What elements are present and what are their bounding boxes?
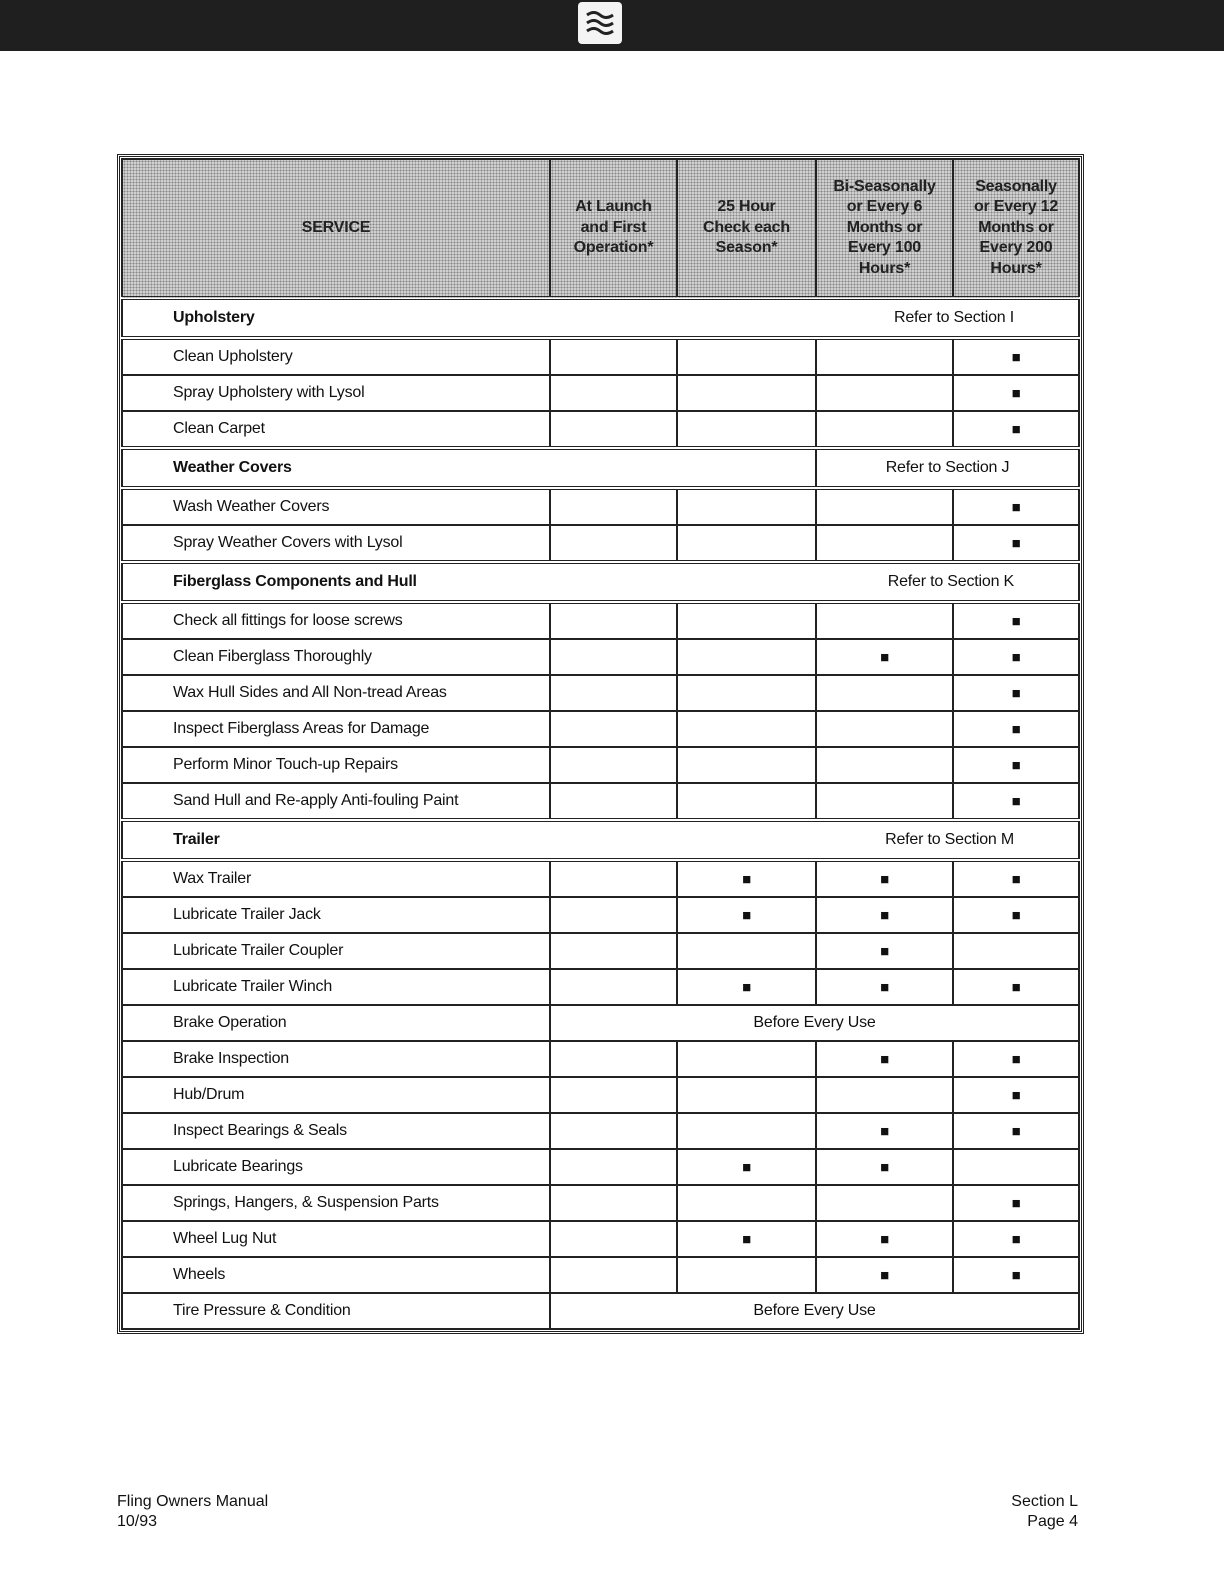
empty-cell <box>816 747 953 783</box>
table-row <box>122 1185 1079 1221</box>
empty-cell <box>550 1221 677 1257</box>
table-row <box>122 860 1079 897</box>
empty-cell <box>550 1041 677 1077</box>
square-mark-icon: ■ <box>1011 420 1021 438</box>
empty-cell <box>816 525 953 562</box>
table-row <box>122 1041 1079 1077</box>
square-mark-icon: ■ <box>1011 534 1021 552</box>
service-label: Perform Minor Touch-up Repairs <box>122 747 550 783</box>
service-label: Spray Weather Covers with Lysol <box>122 525 550 562</box>
table-row <box>122 525 1079 562</box>
square-mark-icon: ■ <box>880 648 889 666</box>
table-row <box>122 639 1079 675</box>
check-mark-cell <box>953 675 1079 711</box>
check-mark-cell <box>953 1041 1079 1077</box>
square-mark-icon: ■ <box>742 906 751 924</box>
service-label: Clean Carpet <box>122 411 550 448</box>
empty-cell <box>816 1185 953 1221</box>
check-mark-cell <box>677 860 816 897</box>
empty-cell <box>550 1149 677 1185</box>
empty-cell <box>550 411 677 448</box>
square-mark-icon: ■ <box>742 1158 751 1176</box>
square-mark-icon: ■ <box>880 942 889 960</box>
empty-cell <box>677 711 816 747</box>
square-mark-icon: ■ <box>880 906 889 924</box>
square-mark-icon: ■ <box>880 1050 889 1068</box>
table-row <box>122 1113 1079 1149</box>
service-label: Springs, Hangers, & Suspension Parts <box>122 1185 550 1221</box>
empty-cell <box>816 411 953 448</box>
section-reference: Refer to Section I <box>893 309 1014 326</box>
check-mark-cell <box>953 338 1079 375</box>
top-bar <box>0 0 1224 51</box>
square-mark-icon: ■ <box>1011 1230 1021 1248</box>
empty-cell <box>550 711 677 747</box>
service-label: Spray Upholstery with Lysol <box>122 375 550 411</box>
service-label: Brake Operation <box>122 1005 550 1041</box>
check-mark-cell <box>953 1185 1079 1221</box>
check-mark-cell <box>816 1257 953 1293</box>
manual-title: Fling Owners Manual <box>117 1493 269 1510</box>
maintenance-schedule-table <box>117 154 1084 1334</box>
check-mark-cell <box>816 1221 953 1257</box>
check-mark-cell <box>677 969 816 1005</box>
check-mark-cell <box>677 1149 816 1185</box>
empty-cell <box>677 675 816 711</box>
empty-cell <box>550 525 677 562</box>
check-mark-cell <box>816 897 953 933</box>
check-mark-cell <box>953 969 1079 1005</box>
square-mark-icon: ■ <box>880 870 889 888</box>
column-header-bi-seasonally: Bi-Seasonally or Every 6 Months or Every 100 Hours* <box>816 159 953 298</box>
service-label: Inspect Fiberglass Areas for Damage <box>122 711 550 747</box>
check-mark-cell <box>816 1041 953 1077</box>
empty-cell <box>953 1149 1079 1185</box>
check-mark-cell <box>953 488 1079 525</box>
empty-cell <box>816 711 953 747</box>
empty-cell <box>677 1185 816 1221</box>
footer-left <box>117 1492 268 1532</box>
column-header-at-launch: At Launch and First Operation* <box>550 159 677 298</box>
square-mark-icon: ■ <box>1011 1122 1021 1140</box>
footer-right <box>1011 1492 1078 1532</box>
check-mark-cell <box>953 783 1079 820</box>
check-mark-cell <box>953 897 1079 933</box>
column-header-seasonally: Seasonally or Every 12 Months or Every 200 Hours* <box>953 159 1079 298</box>
empty-cell <box>677 783 816 820</box>
section-row <box>122 298 1079 338</box>
empty-cell <box>816 783 953 820</box>
square-mark-icon: ■ <box>880 1158 889 1176</box>
empty-cell <box>550 1113 677 1149</box>
service-label: Lubricate Trailer Winch <box>122 969 550 1005</box>
table-header-row <box>122 159 1079 298</box>
empty-cell <box>550 897 677 933</box>
empty-cell <box>550 602 677 639</box>
square-mark-icon: ■ <box>1011 1194 1021 1212</box>
section-title: Trailer Refer to Section M <box>122 820 1079 860</box>
square-mark-icon: ■ <box>1011 498 1021 516</box>
empty-cell <box>550 1185 677 1221</box>
empty-cell <box>816 602 953 639</box>
empty-cell <box>550 488 677 525</box>
table-row <box>122 969 1079 1005</box>
empty-cell <box>677 933 816 969</box>
empty-cell <box>677 602 816 639</box>
section-reference: Refer to Section J <box>816 448 1079 488</box>
check-mark-cell <box>953 602 1079 639</box>
check-mark-cell <box>953 375 1079 411</box>
square-mark-icon: ■ <box>880 1230 889 1248</box>
empty-cell <box>816 338 953 375</box>
service-label: Wheels <box>122 1257 550 1293</box>
square-mark-icon: ■ <box>880 1122 889 1140</box>
service-label: Wash Weather Covers <box>122 488 550 525</box>
empty-cell <box>677 525 816 562</box>
service-label: Lubricate Bearings <box>122 1149 550 1185</box>
service-label: Inspect Bearings & Seals <box>122 1113 550 1149</box>
service-label: Tire Pressure & Condition <box>122 1293 550 1329</box>
check-mark-cell <box>816 1113 953 1149</box>
square-mark-icon: ■ <box>880 1266 889 1284</box>
table-row <box>122 783 1079 820</box>
check-mark-cell <box>953 1113 1079 1149</box>
section-row <box>122 562 1079 602</box>
check-mark-cell <box>953 639 1079 675</box>
square-mark-icon: ■ <box>1011 978 1021 996</box>
empty-cell <box>677 1257 816 1293</box>
check-mark-cell <box>953 525 1079 562</box>
square-mark-icon: ■ <box>1011 906 1021 924</box>
check-mark-cell <box>816 969 953 1005</box>
section-label: Section L <box>1011 1493 1078 1510</box>
empty-cell <box>677 747 816 783</box>
check-mark-cell <box>953 1077 1079 1113</box>
table-row <box>122 1005 1079 1041</box>
table-row <box>122 411 1079 448</box>
square-mark-icon: ■ <box>1011 612 1021 630</box>
table-row <box>122 1257 1079 1293</box>
check-mark-cell <box>816 933 953 969</box>
empty-cell <box>953 933 1079 969</box>
table-row <box>122 1077 1079 1113</box>
square-mark-icon: ■ <box>1011 348 1021 366</box>
service-label: Clean Fiberglass Thoroughly <box>122 639 550 675</box>
empty-cell <box>816 1077 953 1113</box>
service-label: Wax Trailer <box>122 860 550 897</box>
service-label: Lubricate Trailer Jack <box>122 897 550 933</box>
check-mark-cell <box>677 897 816 933</box>
column-header-service: SERVICE <box>122 159 550 298</box>
empty-cell <box>816 375 953 411</box>
empty-cell <box>816 675 953 711</box>
square-mark-icon: ■ <box>1011 384 1021 402</box>
check-mark-cell <box>953 411 1079 448</box>
empty-cell <box>677 639 816 675</box>
table-row <box>122 602 1079 639</box>
service-label: Lubricate Trailer Coupler <box>122 933 550 969</box>
check-mark-cell <box>953 1257 1079 1293</box>
square-mark-icon: ■ <box>880 978 889 996</box>
table-body <box>122 298 1079 1329</box>
empty-cell <box>550 1077 677 1113</box>
table-row <box>122 1149 1079 1185</box>
section-title: Weather Covers <box>122 448 816 488</box>
table-row <box>122 747 1079 783</box>
square-mark-icon: ■ <box>1011 684 1021 702</box>
square-mark-icon: ■ <box>1011 756 1021 774</box>
square-mark-icon: ■ <box>1011 648 1021 666</box>
empty-cell <box>550 639 677 675</box>
empty-cell <box>677 1077 816 1113</box>
table-row <box>122 375 1079 411</box>
empty-cell <box>550 675 677 711</box>
square-mark-icon: ■ <box>1011 1266 1021 1284</box>
empty-cell <box>677 338 816 375</box>
column-header-25-hour: 25 Hour Check each Season* <box>677 159 816 298</box>
service-label: Wax Hull Sides and All Non-tread Areas <box>122 675 550 711</box>
page-number: Page 4 <box>1027 1513 1078 1530</box>
service-label: Hub/Drum <box>122 1077 550 1113</box>
table-row <box>122 338 1079 375</box>
empty-cell <box>677 1113 816 1149</box>
interval-note: Before Every Use <box>550 1005 1079 1041</box>
square-mark-icon: ■ <box>742 1230 751 1248</box>
table-row <box>122 488 1079 525</box>
empty-cell <box>550 783 677 820</box>
square-mark-icon: ■ <box>742 978 751 996</box>
empty-cell <box>550 375 677 411</box>
service-label: Check all fittings for loose screws <box>122 602 550 639</box>
square-mark-icon: ■ <box>1011 1086 1021 1104</box>
empty-cell <box>677 488 816 525</box>
square-mark-icon: ■ <box>742 870 751 888</box>
table-row <box>122 933 1079 969</box>
manual-date: 10/93 <box>117 1513 158 1530</box>
wave-logo-icon <box>578 2 622 44</box>
interval-note: Before Every Use <box>550 1293 1079 1329</box>
section-row <box>122 448 1079 488</box>
empty-cell <box>550 747 677 783</box>
section-row <box>122 820 1079 860</box>
empty-cell <box>550 338 677 375</box>
empty-cell <box>816 488 953 525</box>
check-mark-cell <box>953 1221 1079 1257</box>
empty-cell <box>550 969 677 1005</box>
check-mark-cell <box>816 860 953 897</box>
section-title: Upholstery Refer to Section I <box>122 298 1079 338</box>
empty-cell <box>677 375 816 411</box>
empty-cell <box>677 411 816 448</box>
check-mark-cell <box>816 1149 953 1185</box>
square-mark-icon: ■ <box>1011 870 1021 888</box>
empty-cell <box>677 1041 816 1077</box>
table-row <box>122 1293 1079 1329</box>
service-label: Brake Inspection <box>122 1041 550 1077</box>
service-label: Wheel Lug Nut <box>122 1221 550 1257</box>
check-mark-cell <box>953 860 1079 897</box>
table-row <box>122 711 1079 747</box>
empty-cell <box>550 933 677 969</box>
table-row <box>122 897 1079 933</box>
check-mark-cell <box>677 1221 816 1257</box>
section-reference: Refer to Section K <box>887 573 1014 590</box>
service-label: Clean Upholstery <box>122 338 550 375</box>
square-mark-icon: ■ <box>1011 720 1021 738</box>
section-reference: Refer to Section M <box>885 831 1014 848</box>
square-mark-icon: ■ <box>1011 1050 1021 1068</box>
section-title: Fiberglass Components and Hull Refer to Section K <box>122 562 1079 602</box>
check-mark-cell <box>816 639 953 675</box>
check-mark-cell <box>953 711 1079 747</box>
square-mark-icon: ■ <box>1011 792 1021 810</box>
table-row <box>122 675 1079 711</box>
empty-cell <box>550 1257 677 1293</box>
empty-cell <box>550 860 677 897</box>
table-row <box>122 1221 1079 1257</box>
service-label: Sand Hull and Re-apply Anti-fouling Paint <box>122 783 550 820</box>
check-mark-cell <box>953 747 1079 783</box>
